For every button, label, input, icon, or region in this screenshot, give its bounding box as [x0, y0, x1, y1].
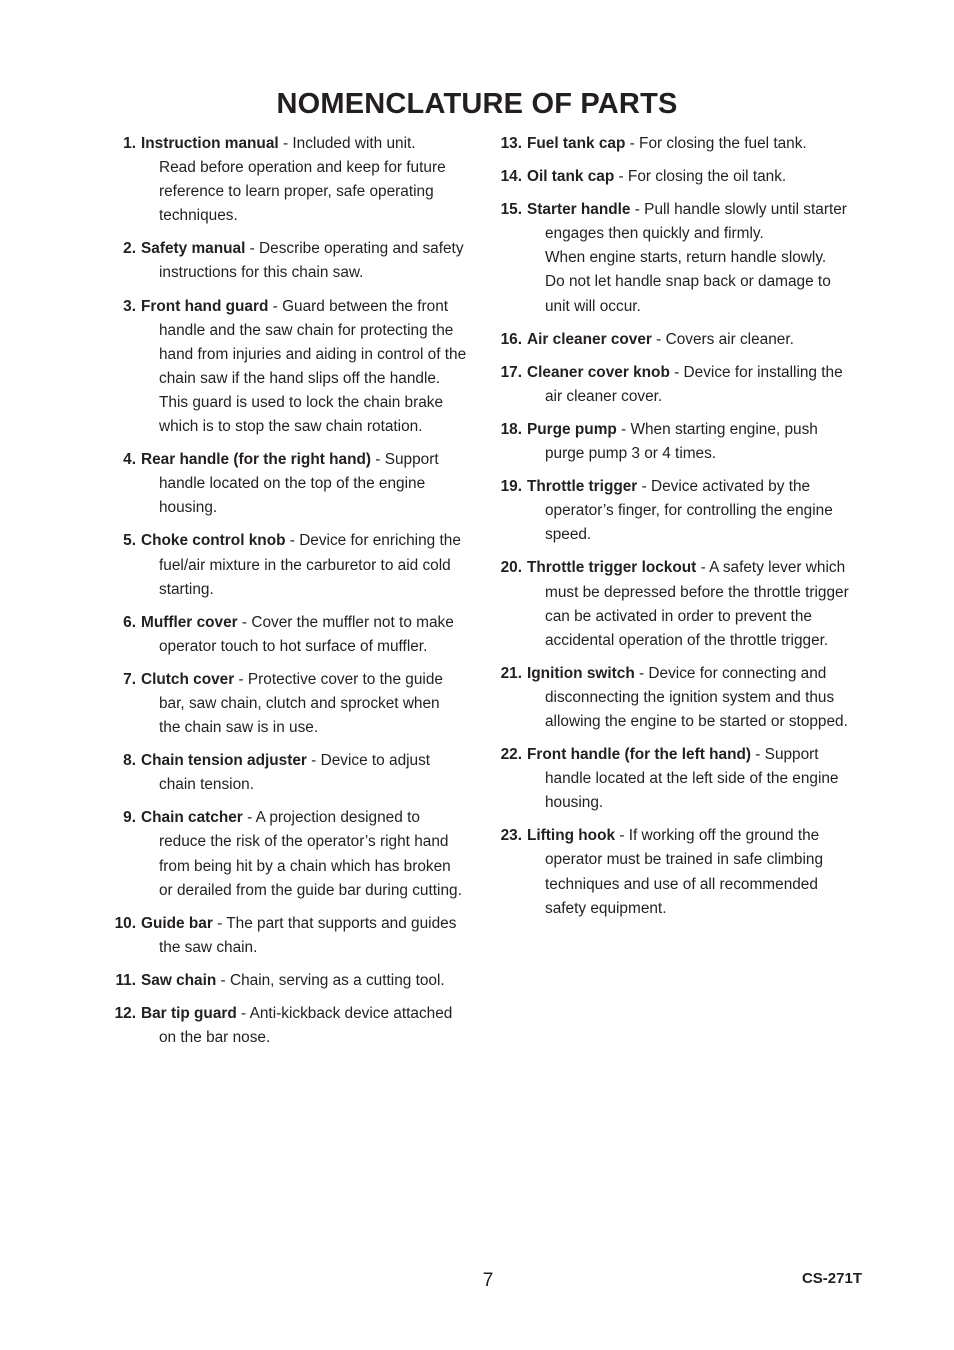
item-number: 1. [123, 135, 136, 152]
left-column [114, 132, 484, 1059]
right-column [500, 132, 870, 930]
part-description: - Included with unit. [278, 135, 416, 152]
item-number: 12. [114, 1005, 136, 1022]
part-description: - Describe operating and safety [245, 240, 464, 258]
part-description: - Pull handle slowly until starter [630, 201, 847, 219]
item-first-line [527, 165, 870, 189]
description-line: When engine starts, return handle slowly. [545, 249, 827, 267]
item-number: 21. [500, 664, 522, 682]
description-line: allowing the engine to be started or stopped. [545, 712, 848, 730]
parts-list-item [500, 475, 870, 547]
item-first-line [141, 1002, 484, 1026]
description-line: bar, saw chain, clutch and sprocket when [159, 694, 440, 712]
parts-list-item [500, 418, 870, 466]
item-first-line [527, 328, 870, 352]
part-description: - Covers air cleaner. [651, 330, 794, 348]
part-name: Front hand guard [141, 297, 269, 315]
item-number: 11. [115, 971, 136, 989]
item-first-line [527, 662, 870, 686]
part-description: - When starting engine, push [616, 420, 818, 438]
description-line: operator’s finger, for controlling the engine [545, 502, 833, 520]
item-first-line [141, 529, 484, 553]
part-description: - For closing the oil tank. [614, 168, 787, 186]
part-name: Instruction manual [141, 135, 279, 152]
parts-list-item [114, 237, 484, 285]
part-description: - A projection designed to [242, 809, 420, 827]
parts-list-item [500, 328, 870, 352]
item-number: 15. [500, 201, 522, 219]
description-line: handle located on the top of the engine [159, 475, 426, 493]
part-description: - Support [371, 451, 439, 469]
parts-list-item [500, 662, 870, 734]
item-number: 17. [500, 363, 522, 381]
part-name: Lifting hook [527, 827, 616, 845]
parts-list-item [114, 969, 484, 993]
part-name: Safety manual [141, 240, 246, 258]
part-description: - Cover the muffler not to make [237, 613, 454, 631]
parts-list-item [114, 806, 484, 902]
description-line: can be activated in order to prevent the [545, 607, 812, 625]
description-line: must be depressed before the throttle trigger [545, 583, 849, 601]
parts-list-item [500, 198, 870, 318]
description-line: engages then quickly and firmly. [545, 225, 764, 243]
description-line: speed. [545, 526, 592, 544]
part-name: Muffler cover [141, 613, 238, 631]
part-name: Clutch cover [141, 670, 235, 688]
item-number: 9. [123, 809, 136, 827]
part-description: - If working off the ground the [615, 827, 820, 845]
parts-list-item [114, 295, 484, 440]
part-name: Cleaner cover knob [527, 363, 670, 381]
description-line: which is to stop the saw chain rotation. [159, 418, 423, 436]
item-first-line [141, 912, 484, 936]
part-name: Throttle trigger lockout [527, 559, 697, 577]
description-line: or derailed from the guide bar during cutting. [159, 881, 462, 899]
item-number: 14. [500, 168, 522, 186]
item-first-line [141, 969, 484, 993]
item-first-line [527, 418, 870, 442]
item-number: 6. [123, 613, 136, 631]
item-number: 3. [123, 297, 136, 315]
item-number: 18. [500, 420, 522, 438]
part-name: Rear handle (for the right hand) [141, 451, 372, 469]
item-number: 23. [500, 827, 522, 845]
item-first-line [527, 132, 870, 156]
parts-list-item [500, 132, 870, 156]
description-line: starting. [159, 580, 214, 598]
description-line: techniques. [159, 207, 238, 225]
part-description: - Chain, serving as a cutting tool. [216, 971, 445, 989]
description-line: operator touch to hot surface of muffler. [159, 637, 428, 655]
model-code: CS-271T [801, 1270, 862, 1287]
item-first-line [527, 475, 870, 499]
description-line: chain saw if the hand slips off the handle. [159, 369, 441, 387]
description-line: disconnecting the ignition system and thus [545, 688, 835, 706]
part-name: Fuel tank cap [527, 135, 626, 152]
part-name: Bar tip guard [141, 1005, 237, 1022]
item-number: 19. [500, 478, 522, 496]
item-number: 20. [500, 559, 522, 577]
description-line: the chain saw is in use. [159, 719, 319, 737]
item-first-line [527, 198, 870, 222]
item-number: 4. [123, 451, 136, 469]
part-name: Starter handle [527, 201, 631, 219]
part-description: - Support [751, 746, 819, 764]
parts-list-item [500, 556, 870, 652]
description-line: housing. [159, 499, 218, 517]
item-first-line [141, 611, 484, 635]
description-line: handle and the saw chain for protecting the [159, 321, 454, 339]
description-line: reduce the risk of the operator’s right hand [159, 833, 449, 851]
description-line: on the bar nose. [159, 1029, 271, 1047]
item-number: 10. [114, 914, 136, 932]
item-number: 7. [123, 670, 136, 688]
part-description: - A safety lever which [696, 559, 846, 577]
description-line: fuel/air mixture in the carburetor to aid cold [159, 556, 451, 574]
item-number: 2. [123, 240, 136, 258]
item-number: 16. [500, 330, 522, 348]
item-number: 22. [500, 746, 522, 764]
item-first-line [141, 237, 484, 261]
description-line: This guard is used to lock the chain brake [159, 393, 444, 411]
description-line: accidental operation of the throttle trigger. [545, 631, 829, 649]
parts-list-item [500, 743, 870, 815]
parts-list-item [114, 912, 484, 960]
description-line: chain tension. [159, 776, 254, 794]
page-title: NOMENCLATURE OF PARTS [276, 88, 678, 120]
item-first-line [141, 806, 484, 830]
item-first-line [141, 668, 484, 692]
item-first-line [141, 448, 484, 472]
description-line: safety equipment. [545, 899, 667, 917]
part-description: - Protective cover to the guide [234, 670, 443, 688]
page-number: 7 [482, 1270, 494, 1291]
part-description: - Device for enriching the [285, 532, 461, 550]
description-line: reference to learn proper, safe operating [159, 183, 434, 201]
item-first-line [527, 556, 870, 580]
description-line: Do not let handle snap back or damage to [545, 273, 831, 291]
item-first-line [527, 824, 870, 848]
part-name: Saw chain [141, 971, 217, 989]
parts-list-item [114, 668, 484, 740]
description-line: air cleaner cover. [545, 387, 663, 405]
parts-list-item [114, 529, 484, 601]
part-description: - Device for installing the [669, 363, 843, 381]
part-description: - For closing the fuel tank. [625, 135, 807, 152]
description-line: from being hit by a chain which has broken [159, 857, 451, 875]
description-line: operator must be trained in safe climbing [545, 851, 824, 869]
part-description: - Anti-kickback device attached [236, 1005, 453, 1022]
parts-list-item [114, 448, 484, 520]
part-name: Air cleaner cover [527, 330, 652, 348]
description-line: purge pump 3 or 4 times. [545, 445, 717, 463]
description-line: unit will occur. [545, 297, 641, 315]
item-number: 5. [123, 532, 136, 550]
part-description: - Device to adjust [306, 752, 431, 770]
description-line: techniques and use of all recommended [545, 875, 818, 893]
description-line: the saw chain. [159, 938, 258, 956]
item-first-line [141, 749, 484, 773]
parts-list-item [114, 749, 484, 797]
part-description: - Guard between the front [268, 297, 449, 315]
description-line: instructions for this chain saw. [159, 264, 364, 282]
item-number: 8. [123, 752, 136, 770]
part-name: Ignition switch [527, 664, 635, 682]
parts-list-item [500, 824, 870, 920]
part-name: Chain catcher [141, 809, 243, 827]
part-name: Throttle trigger [527, 478, 638, 496]
part-name: Oil tank cap [527, 168, 615, 186]
item-first-line [141, 295, 484, 319]
part-description: - Device activated by the [637, 478, 811, 496]
parts-list-item [500, 361, 870, 409]
part-name: Choke control knob [141, 532, 286, 550]
parts-list-item [114, 1002, 484, 1050]
parts-list-item [114, 132, 484, 228]
item-first-line [527, 743, 870, 767]
parts-list-item [500, 165, 870, 189]
description-line: handle located at the left side of the engine [545, 770, 839, 788]
part-description: - The part that supports and guides [212, 914, 457, 932]
description-line: hand from injuries and aiding in control of the [159, 345, 467, 363]
item-first-line [141, 132, 484, 156]
description-line: housing. [545, 794, 604, 812]
part-name: Chain tension adjuster [141, 752, 307, 770]
item-number: 13. [500, 135, 522, 152]
description-line: Read before operation and keep for future [159, 159, 446, 177]
part-name: Front handle (for the left hand) [527, 746, 751, 764]
item-first-line [527, 361, 870, 385]
parts-list-item [114, 611, 484, 659]
part-name: Guide bar [141, 914, 213, 932]
part-description: - Device for connecting and [634, 664, 827, 682]
part-name: Purge pump [527, 420, 617, 438]
